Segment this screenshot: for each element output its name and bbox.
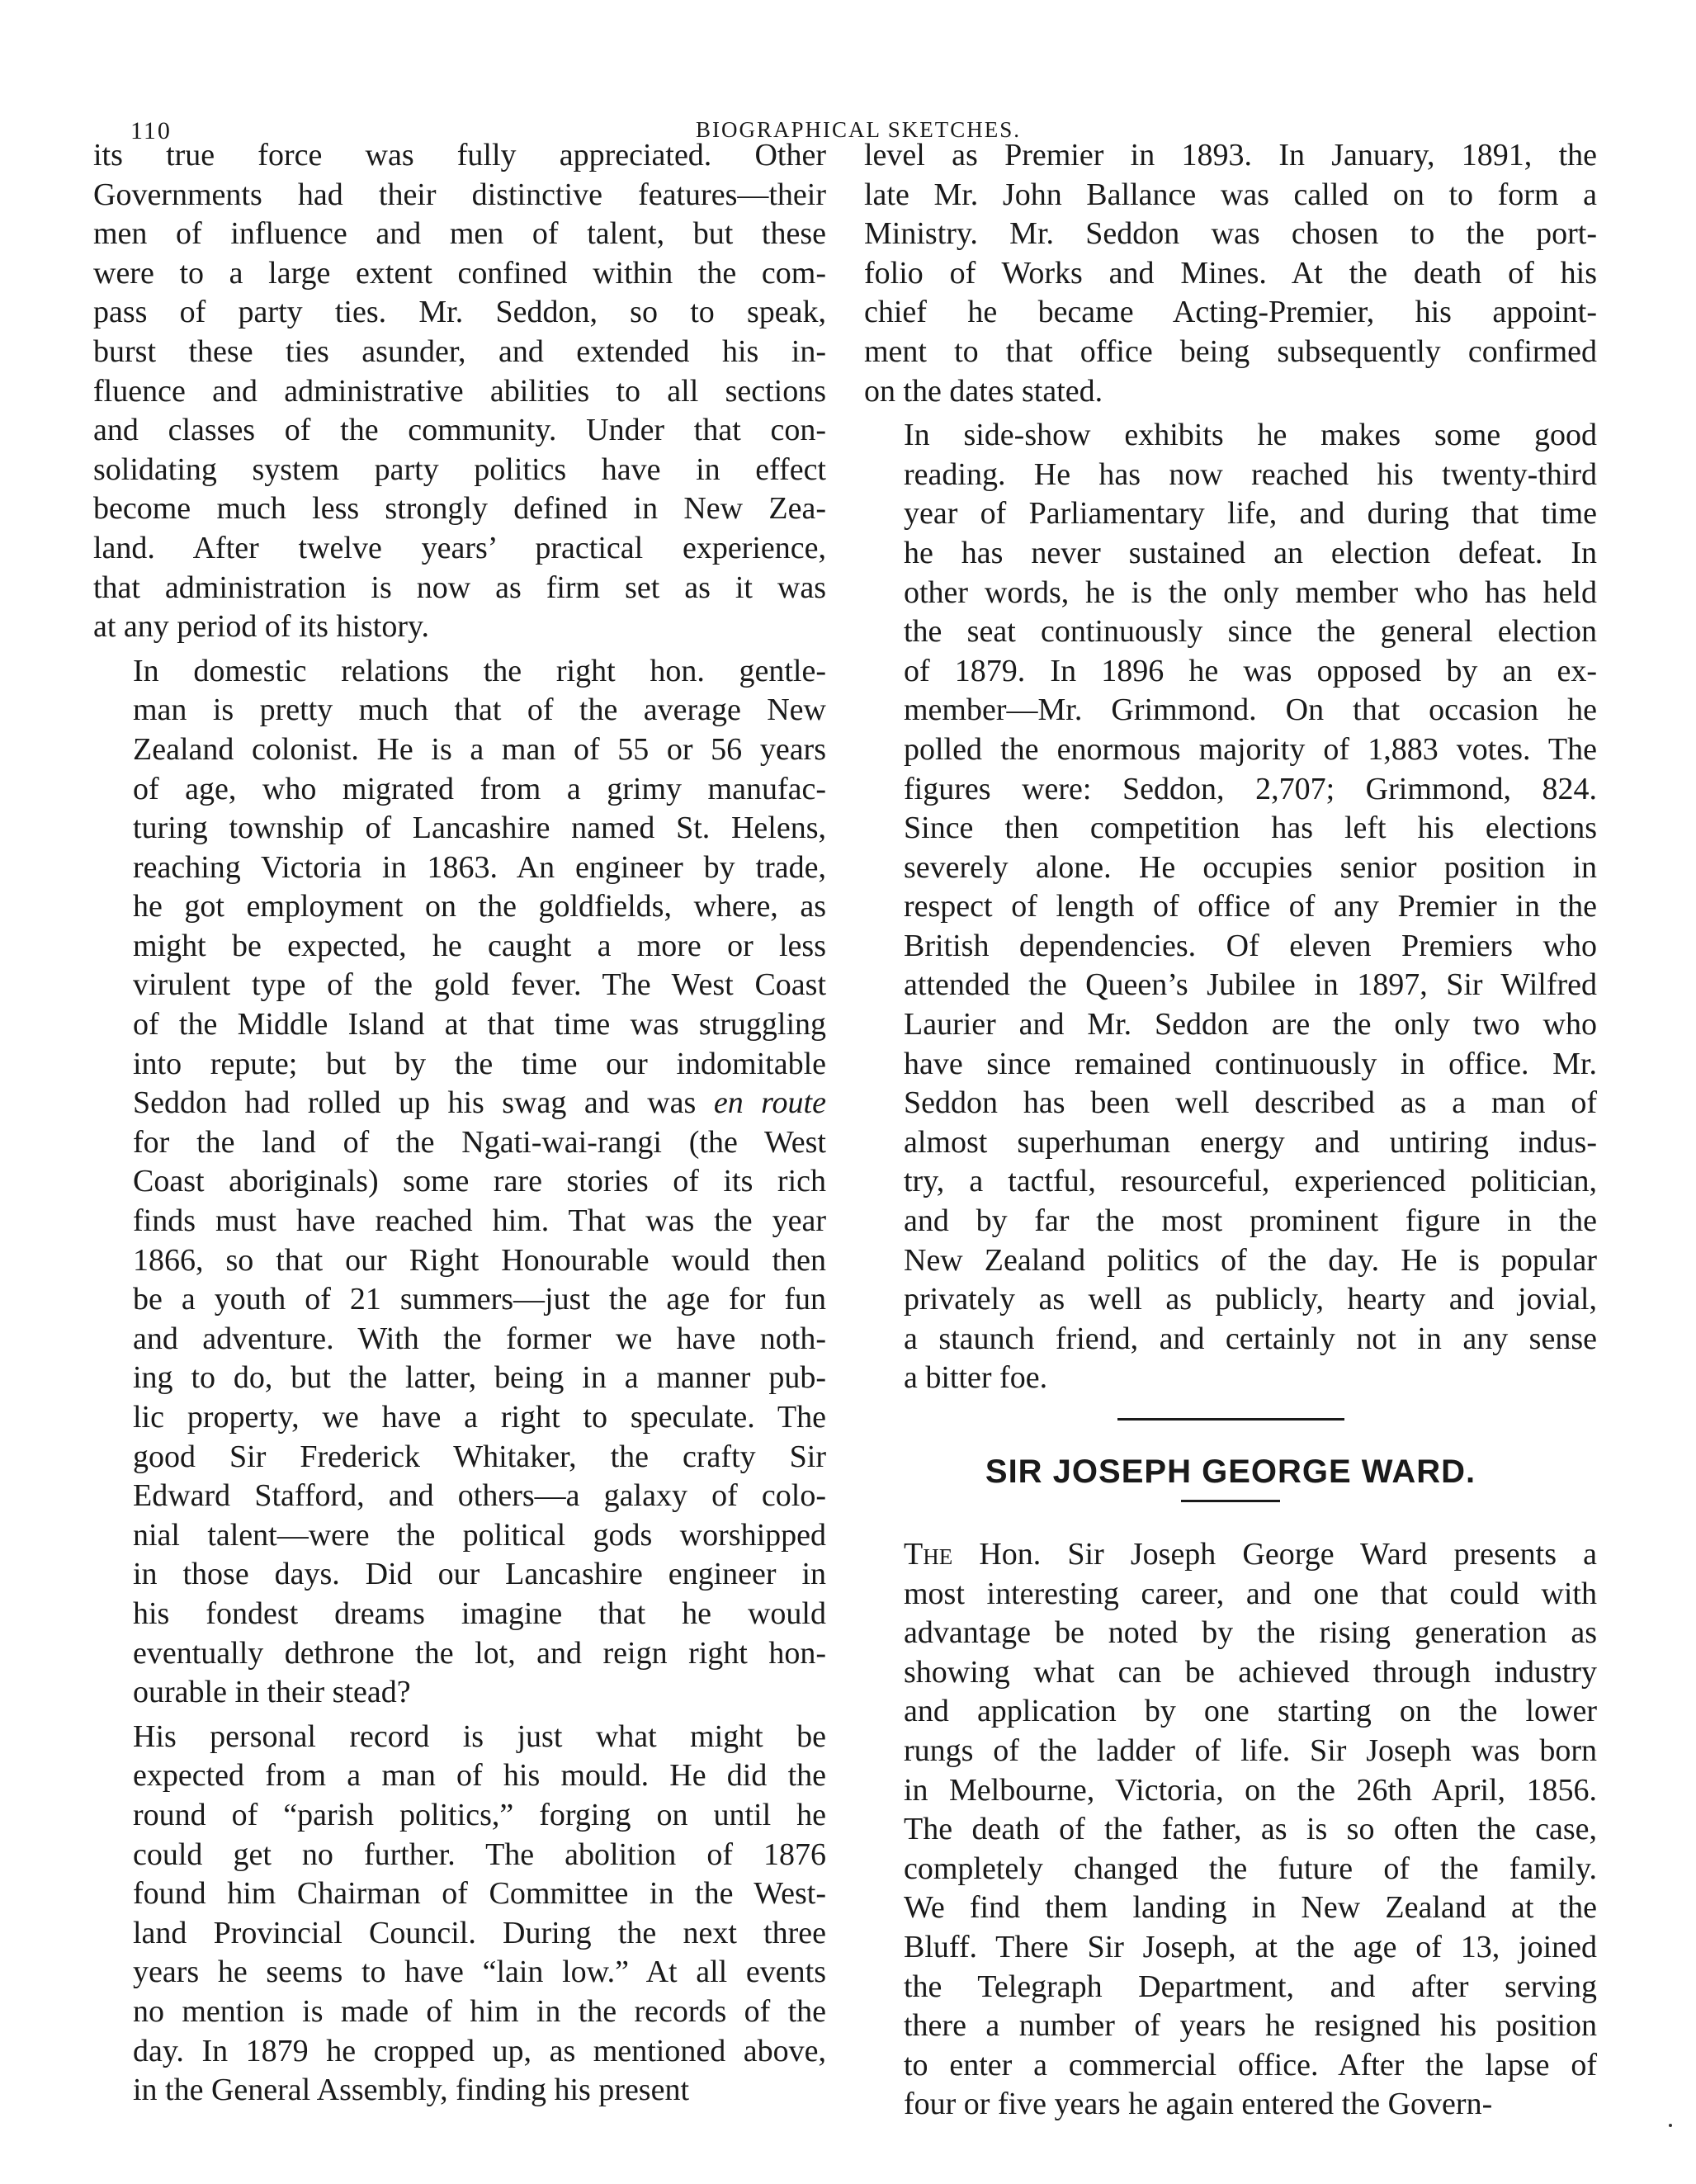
text-line: good Sir Frederick Whitaker, the crafty Sir [133, 1439, 826, 1474]
text-line: found him Chairman of Committee in the West- [133, 1876, 826, 1912]
text-line: land Provincial Council. During the next three [133, 1915, 826, 1950]
text-line: chief he became Acting-Premier, his appoint- [864, 295, 1597, 330]
paragraph [93, 136, 826, 647]
text-line: completely changed the future of the family. [904, 1851, 1597, 1886]
text-line: His personal record is just what might be [133, 1718, 826, 1754]
text-line: ourable in their stead? [133, 1675, 411, 1710]
text-line: in Melbourne, Victoria, on the 26th April, 1856. [904, 1772, 1597, 1808]
text-line: other words, he is the only member who has held [904, 574, 1597, 610]
italic-phrase: en route [713, 1085, 826, 1121]
text-line: Ministry. Mr. Seddon was chosen to the port- [864, 216, 1597, 252]
text-line: level as Premier in 1893. In January, 1891, the [864, 138, 1597, 173]
text-line: severely alone. He occupies senior position in [904, 849, 1597, 885]
paragraph [864, 416, 1597, 1398]
text-line: almost superhuman energy and untiring indus- [904, 1124, 1597, 1160]
text-line: New Zealand politics of the day. He is popular [904, 1242, 1597, 1278]
text-line: man is pretty much that of the average New [133, 693, 826, 728]
text-line: Coast aboriginals) some rare stories of its rich [133, 1164, 826, 1199]
text-line: rungs of the ladder of life. Sir Joseph was born [904, 1733, 1597, 1768]
text-line: and application by one starting on the lower [904, 1694, 1597, 1729]
text-line: in those days. Did our Lancashire engineer in [133, 1557, 826, 1592]
text-line: late Mr. John Ballance was called on to form a [864, 177, 1597, 212]
text-line: eventually dethrone the lot, and reign right hon- [133, 1635, 826, 1671]
text-line: at any period of its history. [93, 609, 430, 645]
section-divider [1117, 1418, 1344, 1421]
text-line: pass of party ties. Mr. Seddon, so to speak, [93, 295, 826, 330]
text-line: a staunch friend, and certainly not in any sense [904, 1321, 1597, 1356]
text-line: of the Middle Island at that time was struggling [133, 1007, 826, 1042]
text-line: year of Parliamentary life, and during that time [904, 496, 1597, 532]
text-line: on the dates stated. [864, 373, 1103, 409]
text-line: in the General Assembly, finding his present [133, 2073, 690, 2108]
text-line: day. In 1879 he cropped up, as mentioned above, [133, 2033, 826, 2068]
text-line: the seat continuously since the general election [904, 614, 1597, 650]
text-line: turing township of Lancashire named St. Helens, [133, 811, 826, 846]
page-number: 110 [130, 117, 172, 144]
text-line: lic property, we have a right to speculate. The [133, 1400, 826, 1435]
text-line: a bitter foe. [904, 1360, 1048, 1396]
text-line: showing what can be achieved through industry [904, 1654, 1597, 1690]
paragraph [93, 1718, 826, 2111]
text-line: In domestic relations the right hon. gentle- [133, 653, 826, 688]
text-line: for the land of the Ngati-wai-rangi (the West [133, 1124, 826, 1160]
text-line: ment to that office being subsequently confirmed [864, 333, 1597, 369]
text-line: he got employment on the goldfields, where, as [133, 889, 826, 924]
text-line: attended the Queen’s Jubilee in 1897, Sir Wilfred [904, 967, 1597, 1003]
text-line: respect of length of office of any Premier in the [904, 889, 1597, 924]
text-line: reaching Victoria in 1863. An engineer by trade, [133, 849, 826, 885]
paragraph [864, 136, 1597, 411]
text-line: of 1879. In 1896 he was opposed by an ex- [904, 653, 1597, 688]
paragraph [93, 652, 826, 1713]
text-line: Zealand colonist. He is a man of 55 or 56 years [133, 731, 826, 767]
text-line: Edward Stafford, and others—a galaxy of colo- [133, 1478, 826, 1514]
text-line: land. After twelve years’ practical experience, [93, 530, 826, 565]
text-line: years he seems to have “lain low.” At all events [133, 1955, 826, 1990]
text-line: of age, who migrated from a grimy manufac- [133, 771, 826, 806]
running-head-title: BIOGRAPHICAL SKETCHES. [695, 117, 1022, 142]
text-line: Bluff. There Sir Joseph, at the age of 13, joined [904, 1929, 1597, 1964]
section-paragraphs [864, 1535, 1597, 2125]
text-line: solidating system party politics have in effect [93, 451, 826, 487]
text-line: no mention is made of him in the records of the [133, 1993, 826, 2029]
text-line: nial talent—were the political gods worshipped [133, 1517, 826, 1553]
right-column-paragraphs [864, 136, 1597, 1398]
text-line: and classes of the community. Under that con- [93, 413, 826, 448]
text-line: that administration is now as firm set as it was [93, 570, 826, 605]
text-line: be a youth of 21 summers—just the age for fun [133, 1282, 826, 1317]
text-line: try, a tactful, resourceful, experienced politician, [904, 1164, 1597, 1199]
text-line: reading. He has now reached his twenty-third [904, 456, 1597, 492]
text-line: fluence and administrative abilities to all sections [93, 373, 826, 409]
print-speck [1669, 2124, 1672, 2127]
text-line: might be expected, he caught a more or less [133, 928, 826, 963]
text-line: virulent type of the gold fever. The West Coast [133, 967, 826, 1003]
text-line: polled the enormous majority of 1,883 votes. The [904, 731, 1597, 767]
text-line: were to a large extent confined within the com- [93, 255, 826, 291]
text-line: become much less strongly defined in New Zea- [93, 491, 826, 527]
text-line: there a number of years he resigned his position [904, 2008, 1597, 2044]
text-line: The Hon. Sir Joseph George Ward presents a [904, 1537, 1597, 1572]
text-line: 1866, so that our Right Honourable would then [133, 1242, 826, 1278]
text-line: his fondest dreams imagine that he would [133, 1595, 826, 1631]
text-line: folio of Works and Mines. At the death of his [864, 255, 1597, 291]
heading-underline [1181, 1500, 1280, 1502]
text-line: The death of the father, as is so often the case, [904, 1812, 1597, 1847]
text-line: have since remained continuously in office. Mr. [904, 1046, 1597, 1081]
text-line: and by far the most prominent figure in the [904, 1203, 1597, 1239]
text-line: member—Mr. Grimmond. On that occasion he [904, 693, 1597, 728]
text-line: advantage be noted by the rising generation as [904, 1615, 1597, 1651]
text-line: four or five years he again entered the Govern- [904, 2087, 1493, 2122]
text-line: its true force was fully appreciated. Other [93, 138, 826, 173]
left-column [93, 136, 826, 2111]
section-heading: SIR JOSEPH GEORGE WARD. [985, 1454, 1476, 1490]
text-line: Governments had their distinctive features—their [93, 177, 826, 212]
text-line: and adventure. With the former we have noth- [133, 1321, 826, 1356]
text-line: Laurier and Mr. Seddon are the only two who [904, 1007, 1597, 1042]
text-line: In side-show exhibits he makes some good [904, 418, 1597, 453]
text-line: Seddon had rolled up his swag and was en route [133, 1085, 826, 1121]
text-line: privately as well as publicly, hearty and jovial, [904, 1282, 1597, 1317]
drop-lead-word: The [904, 1537, 953, 1572]
text-line: burst these ties asunder, and extended his in- [93, 333, 826, 369]
right-column [864, 136, 1597, 2125]
text-line: into repute; but by the time our indomitable [133, 1046, 826, 1081]
text-line: ing to do, but the latter, being in a manner pub- [133, 1360, 826, 1396]
text-line: to enter a commercial office. After the lapse of [904, 2047, 1597, 2082]
text-line: Since then competition has left his elections [904, 811, 1597, 846]
text-line: he has never sustained an election defeat. In [904, 535, 1597, 570]
text-line: British dependencies. Of eleven Premiers who [904, 928, 1597, 963]
text-line: the Telegraph Department, and after serving [904, 1969, 1597, 2004]
text-line: finds must have reached him. That was the year [133, 1203, 826, 1239]
paragraph [864, 1535, 1597, 2125]
text-line: expected from a man of his mould. He did the [133, 1758, 826, 1794]
text-line: men of influence and men of talent, but these [93, 216, 826, 252]
text-line: figures were: Seddon, 2,707; Grimmond, 824. [904, 771, 1597, 806]
text-line: round of “parish politics,” forging on until he [133, 1797, 826, 1832]
text-line: We find them landing in New Zealand at the [904, 1890, 1597, 1926]
text-line: could get no further. The abolition of 1876 [133, 1837, 826, 1872]
text-line: most interesting career, and one that could with [904, 1576, 1597, 1611]
text-line: Seddon has been well described as a man of [904, 1085, 1597, 1121]
